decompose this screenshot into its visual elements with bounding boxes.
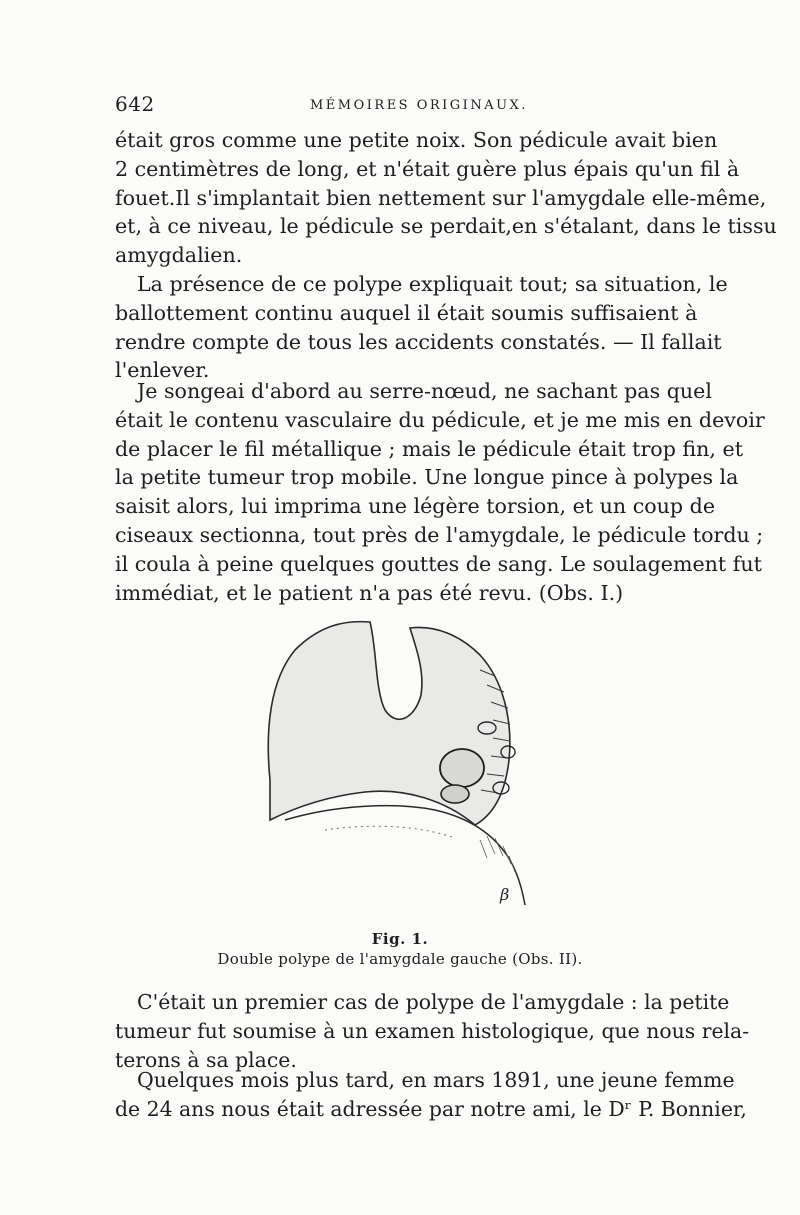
running-title: MÉMOIRES ORIGINAUX. bbox=[310, 98, 528, 113]
text-line: était le contenu vasculaire du pédicule, et je me mis en devoir bbox=[115, 407, 765, 432]
paragraph-1 bbox=[115, 126, 777, 270]
figure-caption: Double polype de l'amygdale gauche (Obs. II). bbox=[217, 950, 583, 968]
text-line: était gros comme une petite noix. Son pédicule avait bien bbox=[115, 128, 718, 152]
text-line: La présence de ce polype expliquait tout; sa situation, le bbox=[137, 272, 728, 296]
text-line: ciseaux sectionna, tout près de l'amygdale, le pédicule tordu ; bbox=[115, 522, 764, 547]
text-line: Quelques mois plus tard, en mars 1891, une jeune femme bbox=[137, 1068, 735, 1092]
text-line: la petite tumeur trop mobile. Une longue pince à polypes la bbox=[115, 465, 739, 490]
text-line: 2 centimètres de long, et n'était guère plus épais qu'un fil à bbox=[115, 156, 740, 181]
text-line: amygdalien. bbox=[115, 243, 243, 268]
text-line: de 24 ans nous était adressée par notre ami, le Dʳ P. Bonnier, bbox=[115, 1096, 747, 1121]
text-line: fouet.Il s'implantait bien nettement sur l'amygdale elle-même, bbox=[115, 185, 767, 210]
figure-label: Fig. 1. bbox=[371, 930, 429, 948]
text-line: C'était un premier cas de polype de l'amygdale : la petite bbox=[137, 990, 730, 1014]
text-line: ballottement continu auquel il était soumis suffisaient à bbox=[115, 300, 698, 325]
text-line: de placer le fil métallique ; mais le pédicule était trop fin, et bbox=[115, 436, 743, 461]
figure-illustration bbox=[225, 610, 565, 920]
figure-marker-beta: β bbox=[500, 885, 510, 904]
text-line: et, à ce niveau, le pédicule se perdait,en s'étalant, dans le tissu bbox=[115, 214, 777, 239]
page-header bbox=[115, 92, 685, 122]
text-line: il coula à peine quelques gouttes de sang. Le soulagement fut bbox=[115, 551, 762, 576]
text-line: saisit alors, lui imprima une légère torsion, et un coup de bbox=[115, 494, 716, 519]
text-line: l'enlever. bbox=[115, 358, 210, 383]
polyp-small bbox=[441, 785, 469, 803]
paragraph-2 bbox=[115, 270, 728, 385]
tonsil-polyp-drawing bbox=[225, 610, 565, 920]
tonsil-mass-shape bbox=[268, 622, 510, 825]
paragraph-4 bbox=[115, 988, 750, 1074]
paragraph-3 bbox=[115, 377, 765, 607]
pharyngeal-wall bbox=[285, 806, 525, 905]
text-line: tumeur fut soumise à un examen histologique, que nous rela- bbox=[115, 1018, 750, 1043]
text-line: Je songeai d'abord au serre-nœud, ne sachant pas quel bbox=[137, 379, 712, 403]
text-line: terons à sa place. bbox=[115, 1047, 297, 1072]
text-line: immédiat, et le patient n'a pas été revu. (Obs. I.) bbox=[115, 580, 624, 605]
paragraph-5 bbox=[115, 1066, 747, 1124]
polyp-large bbox=[440, 749, 484, 787]
page-number: 642 bbox=[115, 92, 155, 116]
text-line: rendre compte de tous les accidents constatés. — Il fallait bbox=[115, 329, 722, 354]
